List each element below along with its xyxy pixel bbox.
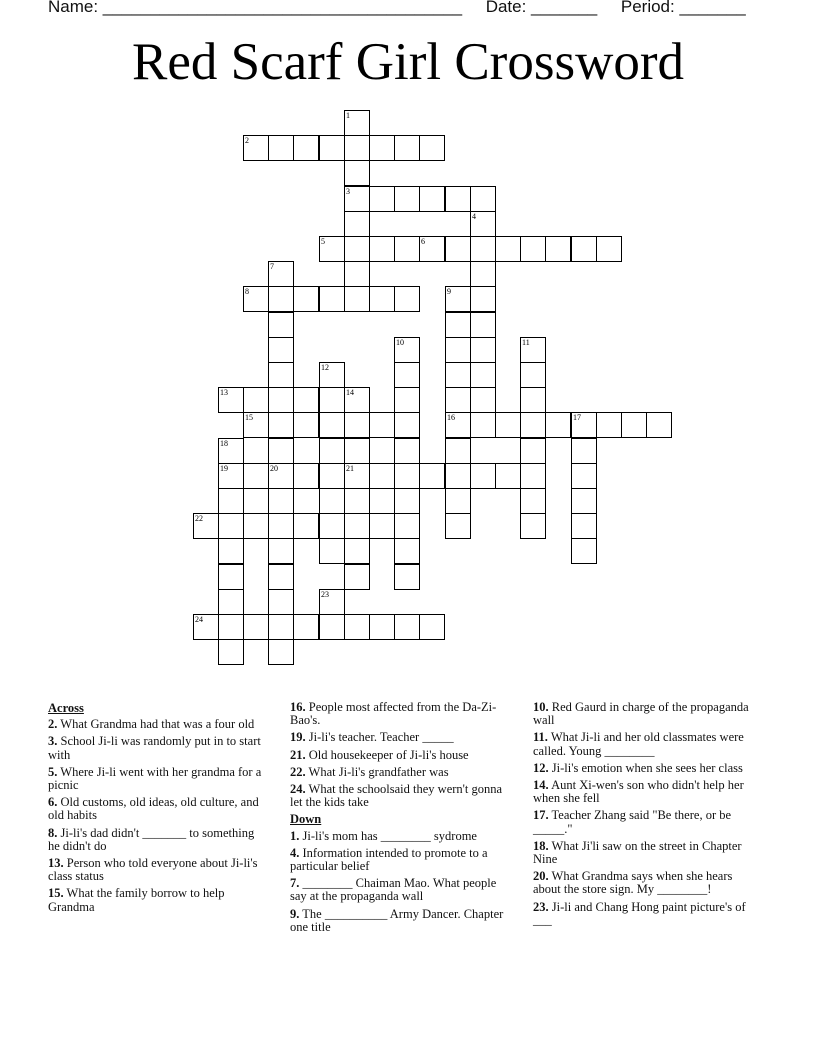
grid-cell[interactable]: [218, 589, 244, 615]
clue-down-18: 18. What Ji'li saw on the street in Chapter Nine: [533, 838, 742, 867]
grid-cell[interactable]: [394, 538, 420, 564]
clue-across-3: 3. School Ji-li was randomly put in to start with: [48, 734, 261, 762]
grid-cell[interactable]: [293, 614, 319, 640]
clue-across-16: 16. People most affected from the Da-Zi-Bao's.: [290, 700, 497, 728]
grid-cell[interactable]: [344, 110, 370, 136]
clue-down-14: 14. Aunt Xi-wen's son who didn't help her when she fell: [533, 778, 744, 806]
grid-cell[interactable]: [344, 211, 370, 237]
grid-cell[interactable]: [268, 513, 294, 539]
grid-cell[interactable]: [394, 463, 420, 489]
grid-cell[interactable]: [344, 564, 370, 590]
clue-down-11: 11. What Ji-li and her old classmates were called. Young ________: [533, 730, 744, 758]
clue-number: 4: [472, 212, 476, 221]
clue-down-20: 20. What Grandma says when she hears about the store sign. My ________!: [533, 869, 733, 897]
grid-cell[interactable]: [218, 639, 244, 665]
grid-cell[interactable]: [243, 135, 269, 161]
clues-column-2: [290, 701, 510, 938]
grid-cell[interactable]: [571, 488, 597, 514]
grid-cell[interactable]: [193, 614, 219, 640]
grid-cell[interactable]: [394, 135, 420, 161]
grid-cell[interactable]: [268, 564, 294, 590]
grid-cell[interactable]: [394, 614, 420, 640]
grid-cell[interactable]: [445, 463, 471, 489]
grid-cell[interactable]: [243, 614, 269, 640]
grid-cell[interactable]: [394, 387, 420, 413]
clue-number: 5: [321, 237, 325, 246]
grid-cell[interactable]: [293, 463, 319, 489]
grid-cell[interactable]: [596, 412, 622, 438]
grid-cell[interactable]: [319, 135, 345, 161]
clue-across-19: 19. Ji-li's teacher. Teacher _____: [290, 730, 454, 745]
clue-down-9: 9. The __________ Army Dancer. Chapter one title: [290, 906, 504, 934]
grid-cell[interactable]: [268, 463, 294, 489]
grid-cell[interactable]: [344, 488, 370, 514]
grid-cell[interactable]: [243, 463, 269, 489]
grid-cell[interactable]: [520, 362, 546, 388]
clue-down-12: 12. Ji-li's emotion when she sees her class: [533, 760, 743, 775]
across-heading: Across: [48, 701, 84, 715]
grid-cell[interactable]: [268, 261, 294, 287]
grid-cell[interactable]: [369, 412, 395, 438]
grid-cell[interactable]: [218, 564, 244, 590]
clue-number: 24: [195, 615, 203, 624]
grid-cell[interactable]: [394, 236, 420, 262]
grid-cell[interactable]: [470, 312, 496, 338]
grid-cell[interactable]: [268, 286, 294, 312]
grid-cell[interactable]: [344, 286, 370, 312]
grid-cell[interactable]: [218, 463, 244, 489]
grid-cell[interactable]: [319, 387, 345, 413]
grid-cell[interactable]: [445, 186, 471, 212]
clue-down-10: 10. Red Gaurd in charge of the propaganda wall: [533, 700, 749, 728]
grid-cell[interactable]: [470, 463, 496, 489]
grid-cell[interactable]: [243, 286, 269, 312]
clue-number: 20: [270, 464, 278, 473]
grid-cell[interactable]: [319, 362, 345, 388]
grid-cell[interactable]: [369, 286, 395, 312]
grid-cell[interactable]: [394, 362, 420, 388]
grid-cell[interactable]: [344, 513, 370, 539]
grid-cell[interactable]: [445, 412, 471, 438]
grid-cell[interactable]: [344, 412, 370, 438]
clue-number: 15: [245, 413, 253, 422]
grid-cell[interactable]: [394, 488, 420, 514]
grid-cell[interactable]: [445, 312, 471, 338]
clue-down-1: 1. Ji-li's mom has ________ sydrome: [290, 828, 477, 843]
grid-cell[interactable]: [571, 463, 597, 489]
grid-cell[interactable]: [495, 412, 521, 438]
grid-cell[interactable]: [495, 236, 521, 262]
clue-number: 17: [573, 413, 581, 422]
clue-down-7: 7. ________ Chaiman Mao. What people say at the propaganda wall: [290, 876, 497, 904]
grid-cell[interactable]: [394, 286, 420, 312]
grid-cell[interactable]: [394, 438, 420, 464]
grid-cell[interactable]: [470, 236, 496, 262]
grid-cell[interactable]: [369, 236, 395, 262]
grid-cell[interactable]: [445, 488, 471, 514]
clue-number: 1: [346, 111, 350, 120]
grid-cell[interactable]: [571, 438, 597, 464]
grid-cell[interactable]: [394, 412, 420, 438]
grid-cell[interactable]: [268, 538, 294, 564]
date-field-label: Date: _______: [485, 0, 598, 16]
grid-cell[interactable]: [268, 639, 294, 665]
clue-number: 13: [220, 388, 228, 397]
clue-number: 2: [245, 136, 249, 145]
grid-cell[interactable]: [243, 412, 269, 438]
clue-number: 6: [421, 237, 425, 246]
clue-across-22: 22. What Ji-li's grandfather was: [290, 764, 449, 779]
grid-cell[interactable]: [344, 135, 370, 161]
grid-cell[interactable]: [293, 135, 319, 161]
grid-cell[interactable]: [268, 135, 294, 161]
grid-cell[interactable]: [319, 614, 345, 640]
clue-across-15: 15. What the family borrow to help Grandma: [48, 886, 225, 914]
clue-number: 18: [220, 439, 228, 448]
clue-number: 23: [321, 590, 329, 599]
grid-cell[interactable]: [293, 387, 319, 413]
grid-cell[interactable]: [319, 438, 345, 464]
clue-number: 22: [195, 514, 203, 523]
grid-cell[interactable]: [646, 412, 672, 438]
clue-across-2: 2. What Grandma had that was a four old: [48, 717, 255, 732]
clues-column-3: [533, 701, 758, 931]
grid-cell[interactable]: [344, 538, 370, 564]
grid-cell[interactable]: [596, 236, 622, 262]
grid-cell[interactable]: [268, 412, 294, 438]
grid-cell[interactable]: [495, 463, 521, 489]
grid-cell[interactable]: [445, 337, 471, 363]
grid-cell[interactable]: [268, 488, 294, 514]
grid-cell[interactable]: [268, 337, 294, 363]
grid-cell[interactable]: [319, 538, 345, 564]
grid-cell[interactable]: [445, 513, 471, 539]
grid-cell[interactable]: [545, 236, 571, 262]
clues-column-1: [48, 701, 268, 918]
grid-cell[interactable]: [243, 513, 269, 539]
grid-cell[interactable]: [470, 337, 496, 363]
grid-cell[interactable]: [369, 614, 395, 640]
grid-cell[interactable]: [394, 564, 420, 590]
clue-number: 19: [220, 464, 228, 473]
grid-cell[interactable]: [218, 513, 244, 539]
grid-cell[interactable]: [445, 387, 471, 413]
grid-cell[interactable]: [268, 312, 294, 338]
clue-down-4: 4. Information intended to promote to a particular belief: [290, 845, 488, 874]
grid-cell[interactable]: [419, 463, 445, 489]
grid-cell[interactable]: [571, 412, 597, 438]
grid-cell[interactable]: [218, 387, 244, 413]
clue-number: 11: [522, 338, 530, 347]
clue-across-8: 8. Ji-li's dad didn't _______ to something he didn't do: [48, 825, 255, 853]
grid-cell[interactable]: [470, 362, 496, 388]
grid-cell[interactable]: [319, 488, 345, 514]
clue-number: 12: [321, 363, 329, 372]
grid-cell[interactable]: [470, 286, 496, 312]
grid-cell[interactable]: [268, 362, 294, 388]
clue-number: 16: [447, 413, 455, 422]
grid-cell[interactable]: [520, 412, 546, 438]
clue-across-5: 5. Where Ji-li went with her grandma for a picnic: [48, 764, 262, 793]
clue-across-6: 6. Old customs, old ideas, old culture, and old habits: [48, 795, 259, 823]
grid-cell[interactable]: [520, 236, 546, 262]
grid-cell[interactable]: [319, 463, 345, 489]
grid-cell[interactable]: [445, 236, 471, 262]
grid-cell[interactable]: [369, 135, 395, 161]
grid-cell[interactable]: [344, 236, 370, 262]
grid-cell[interactable]: [344, 261, 370, 287]
grid-cell[interactable]: [520, 513, 546, 539]
clue-across-24: 24. What the schoolsaid they wern't gonna let the kids take: [290, 782, 503, 810]
grid-cell[interactable]: [319, 286, 345, 312]
grid-cell[interactable]: [520, 463, 546, 489]
grid-cell[interactable]: [470, 387, 496, 413]
grid-cell[interactable]: [445, 362, 471, 388]
grid-cell[interactable]: [394, 337, 420, 363]
grid-cell[interactable]: [218, 488, 244, 514]
grid-cell[interactable]: [621, 412, 647, 438]
grid-cell[interactable]: [344, 160, 370, 186]
grid-cell[interactable]: [344, 186, 370, 212]
grid-cell[interactable]: [520, 337, 546, 363]
clue-number: 3: [346, 187, 350, 196]
grid-cell[interactable]: [520, 438, 546, 464]
page-title: Red Scarf Girl Crossword: [132, 33, 684, 91]
name-field-label: Name: ______________________________________: [48, 0, 463, 16]
grid-cell[interactable]: [470, 412, 496, 438]
down-heading: Down: [290, 812, 322, 827]
grid-cell[interactable]: [470, 261, 496, 287]
clue-down-23: 23. Ji-li and Chang Hong paint picture's of ___: [533, 899, 746, 927]
clue-number: 8: [245, 287, 249, 296]
grid-cell[interactable]: [419, 236, 445, 262]
clue-across-13: 13. Person who told everyone about Ji-li's class status: [48, 856, 258, 884]
grid-cell[interactable]: [268, 438, 294, 464]
period-field-label: Period: _______: [620, 0, 746, 16]
grid-cell[interactable]: [520, 488, 546, 514]
grid-cell[interactable]: [268, 589, 294, 615]
grid-cell[interactable]: [293, 286, 319, 312]
grid-cell[interactable]: [344, 463, 370, 489]
grid-cell[interactable]: [445, 286, 471, 312]
grid-cell[interactable]: [419, 614, 445, 640]
grid-cell[interactable]: [344, 438, 370, 464]
grid-cell[interactable]: [218, 538, 244, 564]
clue-down-17: 17. Teacher Zhang said "Be there, or be _____.": [533, 808, 732, 836]
grid-cell[interactable]: [344, 614, 370, 640]
grid-cell[interactable]: [571, 513, 597, 539]
grid-cell[interactable]: [545, 412, 571, 438]
grid-cell[interactable]: [344, 387, 370, 413]
grid-cell[interactable]: [369, 186, 395, 212]
grid-cell[interactable]: [445, 438, 471, 464]
clue-number: 9: [447, 287, 451, 296]
clue-number: 7: [270, 262, 274, 271]
grid-cell[interactable]: [520, 387, 546, 413]
grid-cell[interactable]: [218, 614, 244, 640]
grid-cell[interactable]: [293, 412, 319, 438]
grid-cell[interactable]: [394, 186, 420, 212]
grid-cell[interactable]: [193, 513, 219, 539]
grid-cell[interactable]: [293, 513, 319, 539]
grid-cell[interactable]: [268, 387, 294, 413]
grid-cell[interactable]: [571, 236, 597, 262]
grid-cell[interactable]: [571, 538, 597, 564]
clue-number: 21: [346, 464, 354, 473]
grid-cell[interactable]: [419, 186, 445, 212]
grid-cell[interactable]: [470, 211, 496, 237]
grid-cell[interactable]: [319, 412, 345, 438]
grid-cell[interactable]: [243, 387, 269, 413]
grid-cell[interactable]: [394, 513, 420, 539]
clue-across-21: 21. Old housekeeper of Ji-li's house: [290, 747, 469, 762]
grid-cell[interactable]: [268, 614, 294, 640]
clue-number: 10: [396, 338, 404, 347]
grid-cell[interactable]: [218, 438, 244, 464]
grid-cell[interactable]: [419, 135, 445, 161]
grid-cell[interactable]: [369, 513, 395, 539]
grid-cell[interactable]: [319, 236, 345, 262]
grid-cell[interactable]: [470, 186, 496, 212]
grid-cell[interactable]: [369, 463, 395, 489]
grid-cell[interactable]: [319, 513, 345, 539]
grid-cell[interactable]: [319, 589, 345, 615]
clue-number: 14: [346, 388, 354, 397]
